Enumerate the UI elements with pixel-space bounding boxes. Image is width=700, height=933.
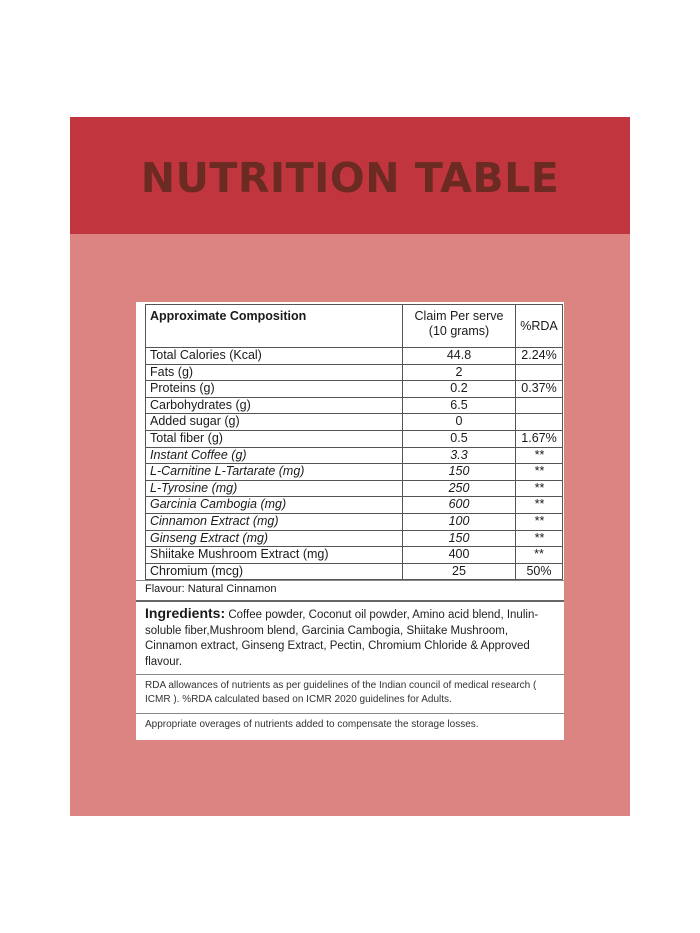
- nutrient-name: Proteins (g): [146, 381, 403, 398]
- table-row: [146, 397, 563, 414]
- nutrient-claim: 25: [403, 563, 516, 580]
- table-row: [146, 464, 563, 481]
- nutrient-claim: 400: [403, 547, 516, 564]
- table-row: [146, 381, 563, 398]
- nutrient-rda: **: [516, 464, 563, 481]
- nutrient-name: Carbohydrates (g): [146, 397, 403, 414]
- rda-note: RDA allowances of nutrients as per guidelines of the Indian council of medical research ( ICMR ). %RDA calculated based on ICMR 2020 guidelines for Adults.: [145, 680, 537, 705]
- nutrient-claim: 2: [403, 364, 516, 381]
- nutrient-claim: 0.5: [403, 430, 516, 447]
- table-row: [146, 364, 563, 381]
- ingredients-label: Ingredients:: [145, 605, 226, 621]
- table-row: [146, 530, 563, 547]
- nutrient-name: Chromium (mcg): [146, 563, 403, 580]
- nutrient-name: Shiitake Mushroom Extract (mg): [146, 547, 403, 564]
- nutrient-rda: **: [516, 513, 563, 530]
- nutrient-claim: 44.8: [403, 348, 516, 365]
- nutrient-claim: 600: [403, 497, 516, 514]
- nutrient-name: Total fiber (g): [146, 430, 403, 447]
- page-title: NUTRITION TABLE: [140, 153, 560, 202]
- nutrient-name: Total Calories (Kcal): [146, 348, 403, 365]
- header-claim-line2: (10 grams): [428, 324, 490, 338]
- nutrition-panel: [70, 117, 630, 816]
- table-header-row: [146, 305, 563, 348]
- nutrition-card: [136, 302, 564, 740]
- nutrient-rda: **: [516, 480, 563, 497]
- nutrient-name: Added sugar (g): [146, 414, 403, 431]
- nutrient-name: Instant Coffee (g): [146, 447, 403, 464]
- divider: [136, 713, 564, 714]
- nutrient-rda: [516, 397, 563, 414]
- nutrient-claim: 150: [403, 464, 516, 481]
- nutrient-rda: [516, 364, 563, 381]
- ingredients-block: [145, 606, 555, 670]
- table-row: [146, 447, 563, 464]
- nutrient-rda: 2.24%: [516, 348, 563, 365]
- nutrition-table: [145, 304, 563, 580]
- title-banner: [70, 117, 630, 234]
- nutrient-rda: **: [516, 547, 563, 564]
- header-claim-line1: Claim Per serve: [414, 309, 504, 323]
- nutrient-rda: 0.37%: [516, 381, 563, 398]
- nutrient-claim: 100: [403, 513, 516, 530]
- nutrient-claim: 3.3: [403, 447, 516, 464]
- ingredients-text: Coffee powder, Coconut oil powder, Amino acid blend, Inulin- soluble fiber,Mushroom blend, Garcinia Cambogia, Shiitake Mushroom, Cinnamon extract, Ginseng Extract, Pectin, Chromium Chloride & Approved flavour.: [145, 609, 539, 668]
- nutrient-rda: [516, 414, 563, 431]
- nutrient-claim: 0: [403, 414, 516, 431]
- nutrient-claim: 150: [403, 530, 516, 547]
- nutrient-rda: **: [516, 530, 563, 547]
- nutrient-claim: 250: [403, 480, 516, 497]
- table-row: [146, 430, 563, 447]
- nutrient-name: L-Carnitine L-Tartarate (mg): [146, 464, 403, 481]
- divider: [136, 600, 564, 602]
- nutrient-rda: 50%: [516, 563, 563, 580]
- nutrient-name: L-Tyrosine (mg): [146, 480, 403, 497]
- flavour-text: Flavour: Natural Cinnamon: [145, 583, 277, 595]
- nutrient-rda: **: [516, 497, 563, 514]
- header-rda: %RDA: [516, 305, 563, 348]
- table-row: [146, 497, 563, 514]
- divider: [136, 674, 564, 675]
- nutrient-rda: **: [516, 447, 563, 464]
- nutrient-claim: 0.2: [403, 381, 516, 398]
- nutrient-claim: 6.5: [403, 397, 516, 414]
- header-composition: Approximate Composition: [146, 305, 403, 348]
- table-row: [146, 414, 563, 431]
- nutrient-name: Fats (g): [146, 364, 403, 381]
- nutrient-name: Garcinia Cambogia (mg): [146, 497, 403, 514]
- overages-note: Appropriate overages of nutrients added to compensate the storage losses.: [145, 719, 479, 730]
- table-row: [146, 563, 563, 580]
- nutrient-name: Ginseng Extract (mg): [146, 530, 403, 547]
- nutrient-rda: 1.67%: [516, 430, 563, 447]
- table-row: [146, 513, 563, 530]
- table-row: [146, 480, 563, 497]
- divider: [136, 580, 564, 581]
- table-row: [146, 348, 563, 365]
- header-claim: [403, 305, 516, 348]
- nutrient-name: Cinnamon Extract (mg): [146, 513, 403, 530]
- table-row: [146, 547, 563, 564]
